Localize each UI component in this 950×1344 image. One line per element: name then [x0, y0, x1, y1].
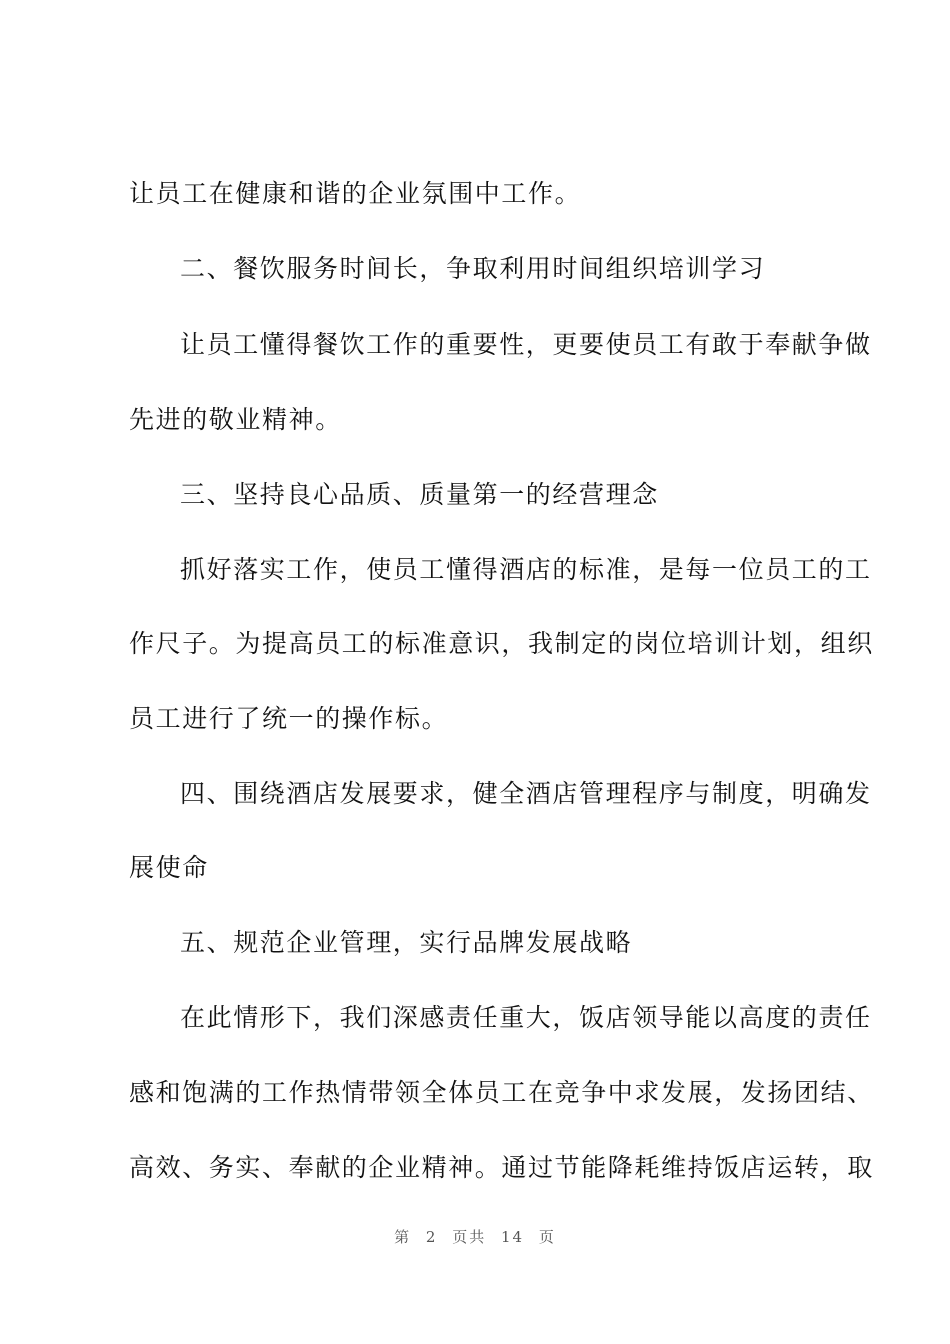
- page-number-footer: 第 2 页共 14 页: [394, 1228, 556, 1246]
- body-line-3: 让员工懂得餐饮工作的重要性，更要使员工有敢于奉献争做: [180, 330, 872, 359]
- body-line-4: 先进的敬业精神。: [129, 405, 342, 434]
- body-line-10: 展使命: [129, 853, 209, 882]
- section-heading-5: 五、规范企业管理，实行品牌发展战略: [180, 928, 633, 957]
- section-heading-3: 三、坚持良心品质、质量第一的经营理念: [180, 480, 659, 509]
- section-heading-2: 二、餐饮服务时间长，争取利用时间组织培训学习: [180, 254, 766, 283]
- body-line-13: 感和饱满的工作热情带领全体员工在竞争中求发展，发扬团结、: [129, 1078, 874, 1107]
- section-heading-4: 四、围绕酒店发展要求，健全酒店管理程序与制度，明确发: [180, 779, 872, 808]
- body-line-8: 员工进行了统一的操作标。: [129, 704, 449, 733]
- body-line-7: 作尺子。为提高员工的标准意识，我制定的岗位培训计划，组织: [129, 629, 874, 658]
- body-line-14: 高效、务实、奉献的企业精神。通过节能降耗维持饭店运转，取: [129, 1153, 874, 1182]
- body-line-12: 在此情形下，我们深感责任重大，饭店领导能以高度的责任: [180, 1003, 872, 1032]
- body-line-1: 让员工在健康和谐的企业氛围中工作。: [129, 179, 582, 208]
- body-line-6: 抓好落实工作，使员工懂得酒店的标准，是每一位员工的工: [180, 555, 872, 584]
